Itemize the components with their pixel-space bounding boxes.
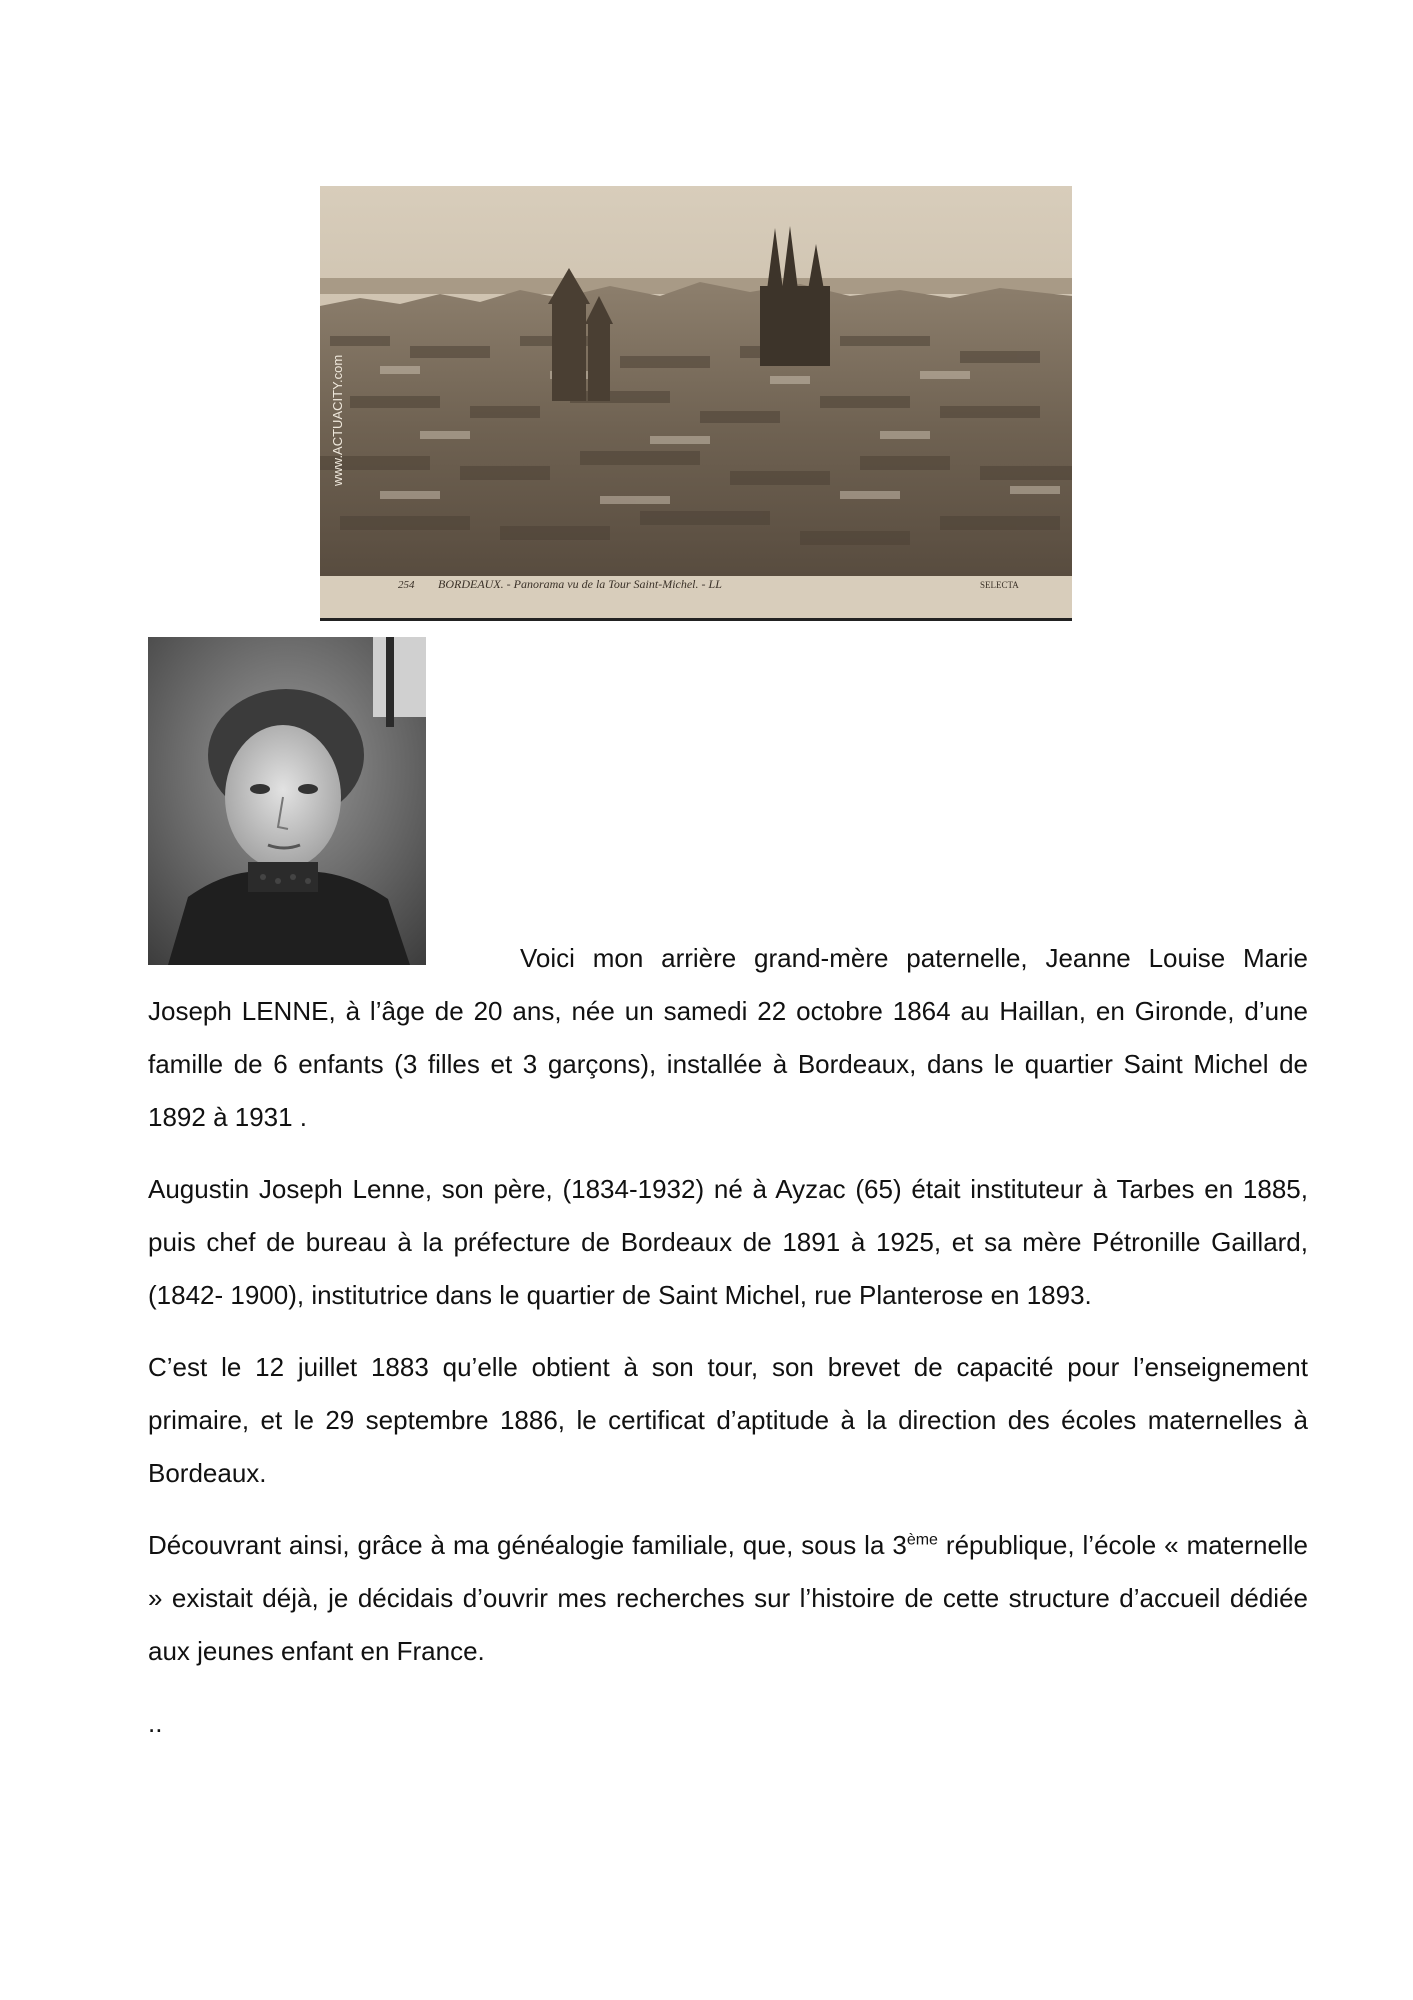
postcard-watermark: www.ACTUACITY.com: [330, 354, 345, 486]
paragraph-3: C’est le 12 juillet 1883 qu’elle obtient à son tour, son brevet de capacité pour l’enseignement primaire, et le 29 septembre 1886, le certificat d’aptitude à la direction des écoles maternelles à Bordeaux.: [148, 1352, 1308, 1488]
paragraph-1-rest: Joseph LENNE, à l’âge de 20 ans, née un samedi 22 octobre 1864 au Haillan, en Gironde, d’une famille de 6 enfants (3 filles et 3 garçons), installée à Bordeaux, dans le quartier Saint Michel de 1892 à 1931 .: [148, 996, 1308, 1132]
body-text: [148, 932, 1308, 1769]
paragraph-4-end: république, l’école « maternelle » existait déjà, je décidais d’ouvrir mes recherches sur l’histoire de cette structure d’accueil dédiée aux jeunes enfant en France.: [148, 1530, 1308, 1666]
paragraph-1: [148, 932, 1308, 1144]
postcard-image: [320, 186, 1072, 621]
paragraph-4-start: Découvrant ainsi, grâce à ma généalogie familiale, que, sous la 3: [148, 1530, 907, 1560]
postcard-caption: BORDEAUX. - Panorama vu de la Tour Saint-Michel. - LL: [438, 577, 722, 591]
postcard-publisher: SELECTA: [980, 580, 1019, 590]
paragraph-2: Augustin Joseph Lenne, son père, (1834-1932) né à Ayzac (65) était instituteur à Tarbes en 1885, puis chef de bureau à la préfecture de Bordeaux de 1891 à 1925, et sa mère Pétronille Gaillard, (1842- 1900), institutrice dans le quartier de Saint Michel, rue Planterose en 1893.: [148, 1174, 1308, 1310]
ordinal-suffix: ème: [906, 1531, 938, 1549]
paragraph-5: ..: [148, 1708, 163, 1738]
paragraph-4: [148, 1519, 1308, 1678]
paragraph-1-line1: Voici mon arrière grand-mère paternelle, Jeanne Louise Marie: [520, 943, 1308, 973]
postcard-number: 254: [398, 579, 415, 591]
portrait-photo: [148, 637, 426, 965]
